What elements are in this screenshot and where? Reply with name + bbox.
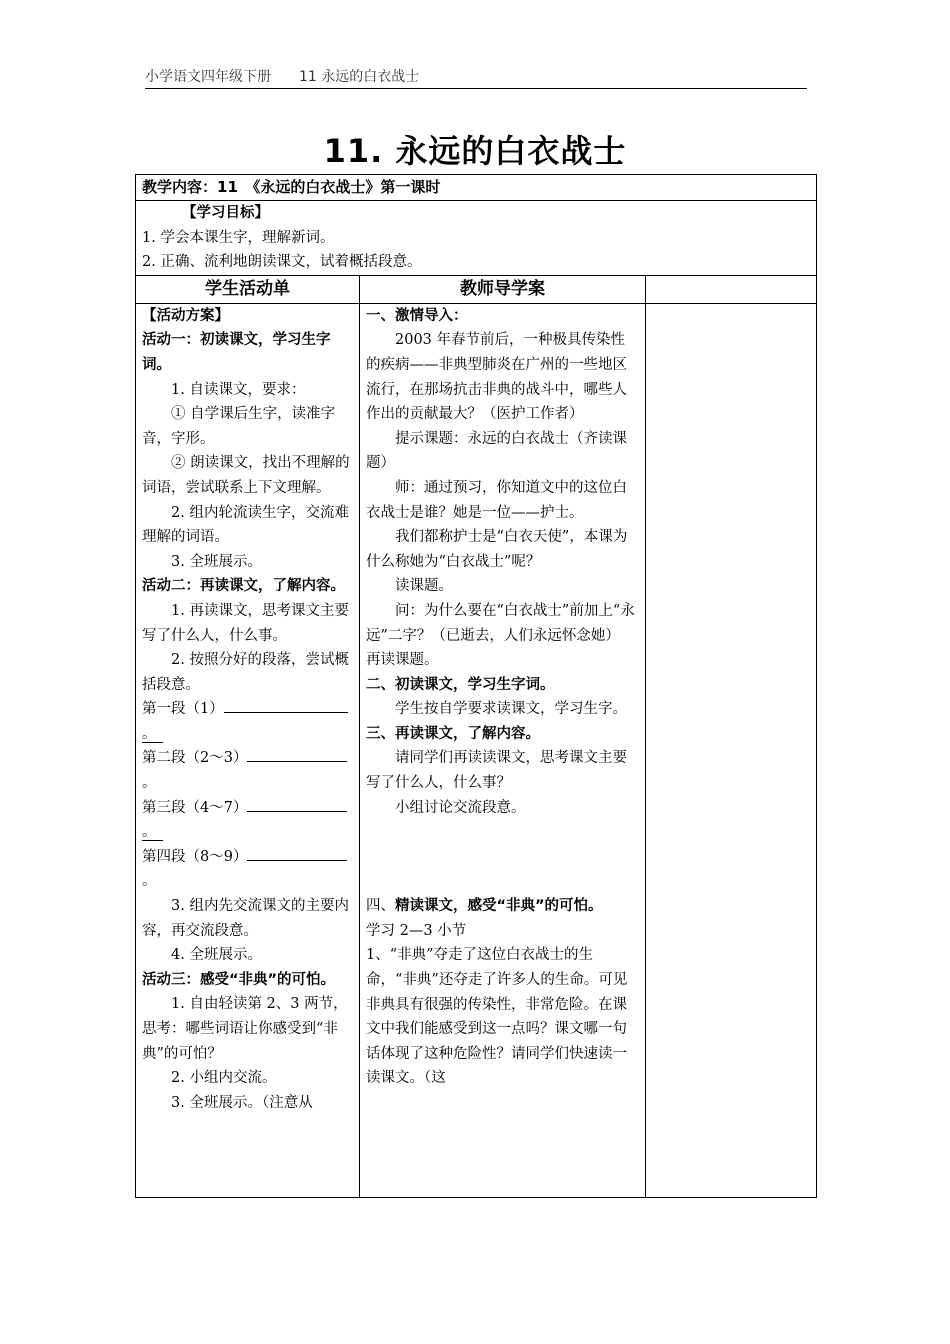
- notes-cell: [646, 303, 817, 1197]
- section-1-para-1: 2003 年春节前后，一种极具传染性的疾病——非典型肺炎在广州的一些地区流行，在那场抗击非典的战斗中，哪些人作出的贡献最大？（医护工作者）: [366, 332, 627, 423]
- section-1-para-6: 问：为什么要在“白衣战士”前加上“永远”二字？（已逝去，人们永远怀念她）: [366, 602, 635, 644]
- activity-3-title: 活动三：感受“非典”的可怕。: [142, 971, 336, 988]
- teacher-cell: [360, 303, 646, 1197]
- segment-4-label: 第四段（8～9）: [142, 848, 248, 865]
- section-4-para-1: 1、“非典”夺走了这位白衣战士的生命，“非典”还夺走了许多人的生命。可见非典具有很强的传染性，非常危险。在课文中我们能感受到这一点吗？课文哪一句话体现了这种危险性？请同学们快速读一读课文。（这: [366, 947, 628, 1087]
- column-notes: [646, 275, 817, 303]
- segment-2-label: 第二段（2～3）: [142, 750, 248, 767]
- activity-3-step-2: 2. 小组内交流。: [171, 1070, 277, 1087]
- activity-2-step-2: 2. 按照分好的段落，尝试概括段意。: [142, 652, 349, 693]
- content-row: 教学内容：11 《永远的白衣战士》第一课时: [136, 175, 817, 201]
- activity-1-step-2: 2. 组内轮流读生字，交流难理解的词语。: [142, 504, 349, 546]
- goal-item-2: 2. 正确、流利地朗读课文，试着概括段意。: [142, 254, 422, 271]
- activity-1-title: 活动一：初读课文，学习生字词。: [142, 332, 331, 373]
- section-2-title: 二、初读课文，学习生字词。: [366, 676, 555, 693]
- page-header: [145, 66, 807, 89]
- section-1-para-3: 师：通过预习，你知道文中的这位白衣战士是谁？她是一位——护士。: [366, 479, 627, 521]
- segment-3-label: 第三段（4～7）: [142, 799, 248, 816]
- column-teacher: 教师导学案: [360, 275, 646, 303]
- activity-3-step-1: 1. 自由轻读第 2、3 两节，思考：哪些词语让你感受到“非典”的可怕？: [142, 996, 348, 1062]
- section-3-title: 三、再读课文，了解内容。: [366, 725, 540, 742]
- segment-3: [142, 796, 353, 845]
- goals-heading: 【学习目标】: [182, 205, 269, 221]
- student-cell: [136, 303, 360, 1197]
- activity-1-step-1b: ② 朗读课文，找出不理解的词语，尝试联系上下文理解。: [142, 455, 350, 496]
- activity-1-step-1: 1. 自读课文，要求：: [171, 381, 306, 398]
- section-2-para-1: 学生按自学要求读课文，学习生字。: [395, 701, 627, 718]
- header-book: 小学语文四年级下册: [145, 69, 271, 85]
- section-1-para-5: 读课题。: [395, 578, 453, 595]
- segment-1-end: 。: [142, 726, 163, 743]
- section-4-title: [366, 894, 639, 919]
- section-1-para-4: 我们都称护士是“白衣天使”，本课为什么称她为“白衣战士”呢？: [366, 529, 628, 570]
- section-3-para-2: 小组讨论交流段意。: [395, 799, 526, 816]
- page-title: 11. 永远的白衣战士: [323, 132, 627, 170]
- lesson-table: [135, 174, 817, 1198]
- section-3-para-1: 请同学们再读读课文，思考课文主要写了什么人，什么事？: [366, 750, 627, 792]
- section-1-para-7: 再读课题。: [366, 652, 439, 669]
- segment-4-end: 。: [142, 873, 157, 890]
- activity-3-step-3: 3. 全班展示。（注意从: [171, 1094, 313, 1111]
- activity-2-step-1: 1. 再读课文，思考课文主要写了什么人，什么事。: [142, 602, 349, 644]
- section-4-number: 四、: [366, 898, 395, 915]
- segment-3-end: 。: [142, 824, 163, 841]
- section-1-title: 一、激情导入：: [366, 307, 468, 324]
- activity-1-step-1a: ① 自学课后生字，读准字音，字形。: [142, 406, 336, 447]
- column-student: 学生活动单: [136, 275, 360, 303]
- segment-1: [142, 697, 353, 746]
- segment-1-label: 第一段（1）: [142, 701, 224, 718]
- segment-4: [142, 845, 353, 894]
- goal-item-1: 1. 学会本课生字，理解新词。: [142, 229, 335, 246]
- header-lesson: 11 永远的白衣战士: [299, 69, 420, 85]
- activity-2-step-4: 4. 全班展示。: [171, 947, 262, 964]
- section-4-subtitle: 学习 2—3 小节: [366, 922, 467, 939]
- section-1-para-2: 提示课题：永远的白衣战士（齐读课题）: [366, 430, 627, 472]
- activity-2-title: 活动二：再读课文，了解内容。: [142, 578, 345, 595]
- activity-1-step-3: 3. 全班展示。: [171, 553, 262, 570]
- section-4-heading: 精读课文，感受“非典”的可怕。: [395, 898, 603, 915]
- goals-cell: [136, 201, 817, 276]
- segment-2: [142, 746, 353, 795]
- plan-heading: 【活动方案】: [142, 307, 229, 324]
- activity-2-step-3: 3. 组内先交流课文的主要内容，再交流段意。: [142, 898, 349, 939]
- segment-2-end: 。: [142, 775, 157, 792]
